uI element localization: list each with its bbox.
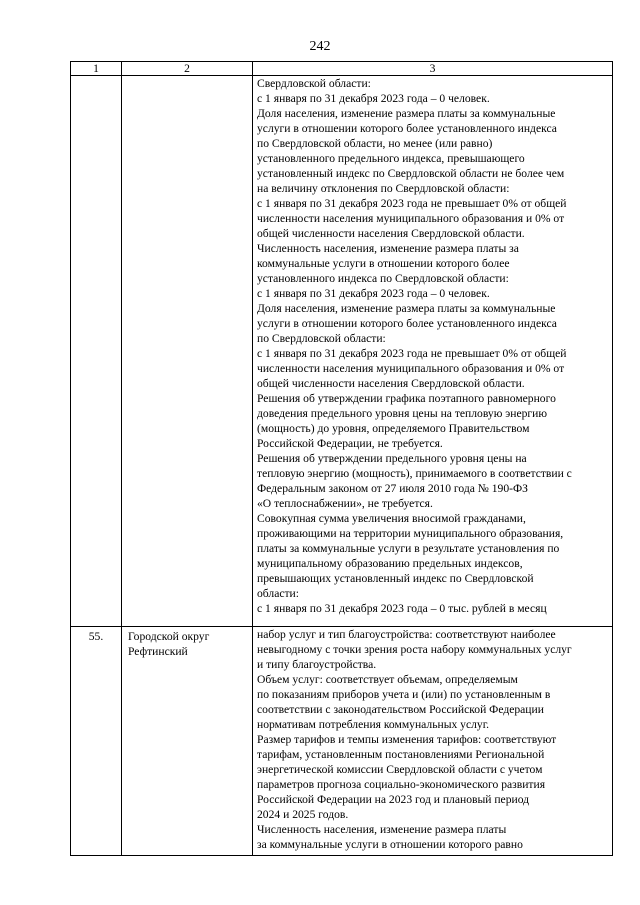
content-line: области: <box>257 587 299 600</box>
content-line: Объем услуг: соответствует объемам, определяемым <box>257 673 518 686</box>
content-line: 2024 и 2025 годов. <box>257 808 349 821</box>
content-line: Решения об утверждении графика поэтапного равномерного <box>257 392 556 405</box>
content-line: услуги в отношении которого более установленного индекса <box>257 317 557 330</box>
municipality-name-cell <box>122 627 253 856</box>
content-line: численности населения муниципального образования и 0% от <box>257 362 565 375</box>
row-number-cell: 55. <box>71 627 122 856</box>
content-line: общей численности населения Свердловской области. <box>257 227 525 240</box>
content-line: платы за коммунальные услуги в результате установления по <box>257 542 560 555</box>
content-line: услуги в отношении которого более установленного индекса <box>257 122 557 135</box>
content-line: Размер тарифов и темпы изменения тарифов: соответствуют <box>257 733 557 746</box>
content-line: Доля населения, изменение размера платы за коммунальные <box>257 107 556 120</box>
content-line: муниципальному образованию предельных индексов, <box>257 557 523 570</box>
content-line: (мощность) до уровня, определяемого Правительством <box>257 422 530 435</box>
content-line: численности населения муниципального образования и 0% от <box>257 212 565 225</box>
content-line: с 1 января по 31 декабря 2023 года – 0 человек. <box>257 287 490 300</box>
column-header-3: 3 <box>253 62 613 76</box>
content-line: тарифам, установленным постановлениями Региональной <box>257 748 545 761</box>
content-line: набор услуг и тип благоустройства: соответствуют наиболее <box>257 628 556 641</box>
content-line: по показаниям приборов учета и (или) по установленным в <box>257 688 551 701</box>
municipality-name-line: Городской округ <box>128 630 210 643</box>
content-line: с 1 января по 31 декабря 2023 года – 0 человек. <box>257 92 490 105</box>
content-line: Свердловской области: <box>257 77 371 90</box>
table-header-row <box>71 62 613 76</box>
municipality-name-line: Рефтинский <box>128 645 188 658</box>
content-line: коммунальные услуги в отношении которого более <box>257 257 510 270</box>
content-line: «О теплоснабжении», не требуется. <box>257 497 433 510</box>
row-content-cell <box>253 76 613 627</box>
content-line: за коммунальные услуги в отношении которого равно <box>257 838 523 851</box>
content-line: тепловую энергию (мощность), принимаемого в соответствии с <box>257 467 572 480</box>
content-line: с 1 января по 31 декабря 2023 года не превышает 0% от общей <box>257 347 567 360</box>
content-line: превышающих установленный индекс по Свердловской <box>257 572 534 585</box>
content-line: Федеральным законом от 27 июля 2010 года № 190-ФЗ <box>257 482 528 495</box>
table-row <box>71 627 613 856</box>
content-line: Российской Федерации на 2023 год и плановый период <box>257 793 530 806</box>
row-content-cell <box>253 627 613 856</box>
content-line: на величину отклонения по Свердловской области: <box>257 182 510 195</box>
row-number-cell <box>71 76 122 627</box>
content-line: по Свердловской области, но менее (или равно) <box>257 137 493 150</box>
column-header-1: 1 <box>71 62 122 76</box>
content-line: невыгодному с точки зрения роста набору коммунальных услуг <box>257 643 572 656</box>
page-number: 242 <box>309 39 331 54</box>
table-row <box>71 76 613 627</box>
content-line: Решения об утверждении предельного уровня цены на <box>257 452 527 465</box>
content-line: установленного индекса по Свердловской области: <box>257 272 509 285</box>
content-line: с 1 января по 31 декабря 2023 года – 0 тыс. рублей в месяц <box>257 602 547 615</box>
column-header-2: 2 <box>122 62 253 76</box>
document-table <box>70 61 613 856</box>
content-line: Численность населения, изменение размера платы <box>257 823 507 836</box>
content-line: соответствии с законодательством Российской Федерации <box>257 703 544 716</box>
content-line: установленный индекс по Свердловской области не более чем <box>257 167 565 180</box>
content-line: проживающими на территории муниципального образования, <box>257 527 564 540</box>
content-line: Доля населения, изменение размера платы за коммунальные <box>257 302 556 315</box>
content-line: параметров прогноза социально-экономического развития <box>257 778 546 791</box>
content-line: Российской Федерации, не требуется. <box>257 437 443 450</box>
content-line: нормативам потребления коммунальных услуг. <box>257 718 490 731</box>
municipality-name-cell <box>122 76 253 627</box>
content-line: с 1 января по 31 декабря 2023 года не превышает 0% от общей <box>257 197 567 210</box>
content-line: по Свердловской области: <box>257 332 386 345</box>
content-line: доведения предельного уровня цены на тепловую энергию <box>257 407 548 420</box>
content-line: и типу благоустройства. <box>257 658 377 671</box>
content-line: Численность населения, изменение размера платы за <box>257 242 519 255</box>
content-line: Совокупная сумма увеличения вносимой гражданами, <box>257 512 526 525</box>
content-line: энергетической комиссии Свердловской области с учетом <box>257 763 543 776</box>
content-line: установленного предельного индекса, превышающего <box>257 152 525 165</box>
content-line: общей численности населения Свердловской области. <box>257 377 525 390</box>
